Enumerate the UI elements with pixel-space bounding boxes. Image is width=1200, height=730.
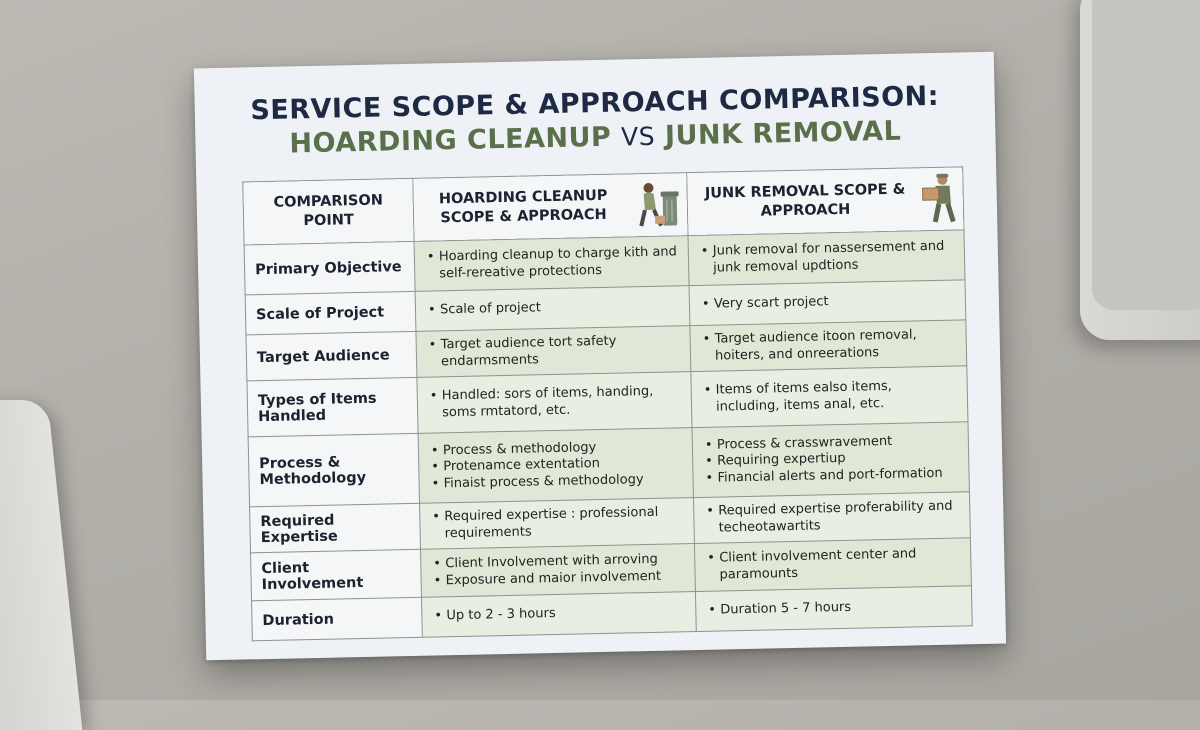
- bullet-item: • Process & methodology: [443, 438, 682, 459]
- junk-bullet-list: [700, 292, 955, 314]
- bullet-item: • Target audience tort safety endarmsments: [441, 333, 681, 370]
- bullet-item: • Process & crasswravement: [717, 433, 958, 454]
- junk-bullet-list: [699, 239, 955, 277]
- junk-bullet-list: [705, 546, 961, 584]
- subtitle-hoarding: HOARDING CLEANUP: [289, 122, 611, 160]
- bullet-item: • Up to 2 - 3 hours: [446, 604, 685, 625]
- subtitle-junk: JUNK REMOVAL: [665, 116, 902, 152]
- person-cleaning-with-trash-can-icon: [636, 177, 681, 232]
- device-bezel: [1092, 0, 1200, 310]
- junk-cell: [691, 366, 968, 428]
- hoarding-cell: [418, 428, 693, 504]
- bullet-item: • Hoarding cleanup to charge kith and self-rereative protections: [439, 245, 679, 282]
- hoarding-cell: [416, 326, 691, 378]
- hoarding-cell: [415, 286, 690, 332]
- header-hoarding-label: HOARDING CLEANUP SCOPE & APPROACH: [439, 188, 608, 226]
- comparison-point-cell: [247, 377, 418, 437]
- comparison-point-cell: [244, 241, 415, 295]
- header-comparison-point: [243, 178, 414, 245]
- bullet-item: • Required expertise proferability and techeotawartits: [718, 499, 960, 537]
- comparison-point-cell: [252, 597, 423, 641]
- comparison-point-label: Types of Items Handled: [258, 390, 377, 424]
- junk-cell: [693, 492, 970, 544]
- junk-bullet-list: [703, 433, 959, 487]
- comparison-point-cell: [248, 433, 419, 507]
- bullet-item: • Exposure and maior involvement: [446, 568, 685, 589]
- junk-cell: [688, 230, 965, 286]
- header-junk: [687, 167, 964, 236]
- comparison-point-label: Client Involvement: [261, 560, 363, 593]
- bullet-item: • Protenamce extentation: [443, 455, 682, 476]
- bullet-item: • Handled: sors of items, handing, soms rmtatord, etc.: [442, 384, 682, 421]
- header-point-label: COMPARISON POINT: [273, 193, 383, 230]
- subtitle-vs: VS: [621, 122, 656, 152]
- junk-bullet-list: [701, 327, 957, 365]
- document-title: SERVICE SCOPE & APPROACH COMPARISON:: [194, 80, 994, 128]
- hoarding-bullet-list: [426, 298, 679, 320]
- comparison-point-cell: [245, 291, 416, 335]
- comparison-point-cell: [251, 549, 422, 601]
- table-body: [244, 230, 972, 641]
- hoarding-bullet-list: [429, 438, 683, 492]
- comparison-point-label: Scale of Project: [256, 304, 384, 323]
- header-hoarding: [413, 173, 688, 242]
- hoarding-bullet-list: [428, 384, 682, 422]
- hoarding-bullet-list: [427, 333, 681, 371]
- junk-bullet-list: [706, 598, 961, 620]
- comparison-point-label: Required Expertise: [260, 512, 338, 546]
- desk-device-right: [1080, 0, 1200, 340]
- comparison-point-label: Duration: [262, 611, 334, 628]
- bullet-item: • Very scart project: [714, 292, 955, 313]
- bullet-item: • Target audience itoon removal, hoiters, and onreerations: [715, 327, 957, 365]
- junk-cell: [690, 320, 967, 372]
- bullet-item: • Junk removal for nassersement and junk removal updtions: [713, 239, 955, 277]
- bullet-item: • Required expertise : professional requirements: [444, 505, 684, 542]
- hoarding-bullet-list: [425, 245, 679, 283]
- comparison-point-label: Target Audience: [257, 347, 390, 366]
- desk-device-left: [0, 400, 82, 730]
- junk-cell: [694, 538, 971, 592]
- comparison-sheet: [194, 52, 1006, 661]
- header-junk-label: JUNK REMOVAL SCOPE & APPROACH: [705, 182, 906, 220]
- comparison-table: [242, 166, 972, 641]
- bullet-item: • Items of items ealso items, including, items anal, etc.: [716, 378, 958, 416]
- junk-bullet-list: [702, 378, 958, 416]
- hoarding-cell: [414, 236, 689, 292]
- person-carrying-box-icon: [916, 171, 961, 226]
- bullet-item: • Client involvement center and paramounts: [719, 546, 961, 584]
- junk-bullet-list: [704, 499, 960, 537]
- junk-cell: [689, 280, 966, 326]
- hoarding-bullet-list: [431, 552, 685, 590]
- bullet-item: • Client Involvement with arroving: [445, 552, 684, 573]
- comparison-point-cell: [246, 331, 417, 381]
- junk-cell: [695, 586, 972, 632]
- bullet-item: • Finaist process & methodology: [443, 471, 682, 492]
- comparison-point-cell: [250, 503, 421, 553]
- junk-cell: [692, 422, 969, 498]
- bullet-item: • Duration 5 - 7 hours: [720, 598, 961, 619]
- bullet-item: • Scale of project: [440, 298, 679, 319]
- comparison-point-label: Primary Objective: [255, 259, 402, 278]
- hoarding-bullet-list: [430, 505, 684, 543]
- hoarding-cell: [417, 372, 692, 434]
- bullet-item: • Financial alerts and port-formation: [717, 465, 958, 486]
- comparison-point-label: Process & Methodology: [259, 454, 366, 488]
- hoarding-cell: [420, 498, 695, 550]
- hoarding-bullet-list: [432, 604, 685, 626]
- hoarding-cell: [421, 544, 696, 598]
- bullet-item: • Requiring expertiup: [717, 449, 958, 470]
- hoarding-cell: [422, 592, 697, 638]
